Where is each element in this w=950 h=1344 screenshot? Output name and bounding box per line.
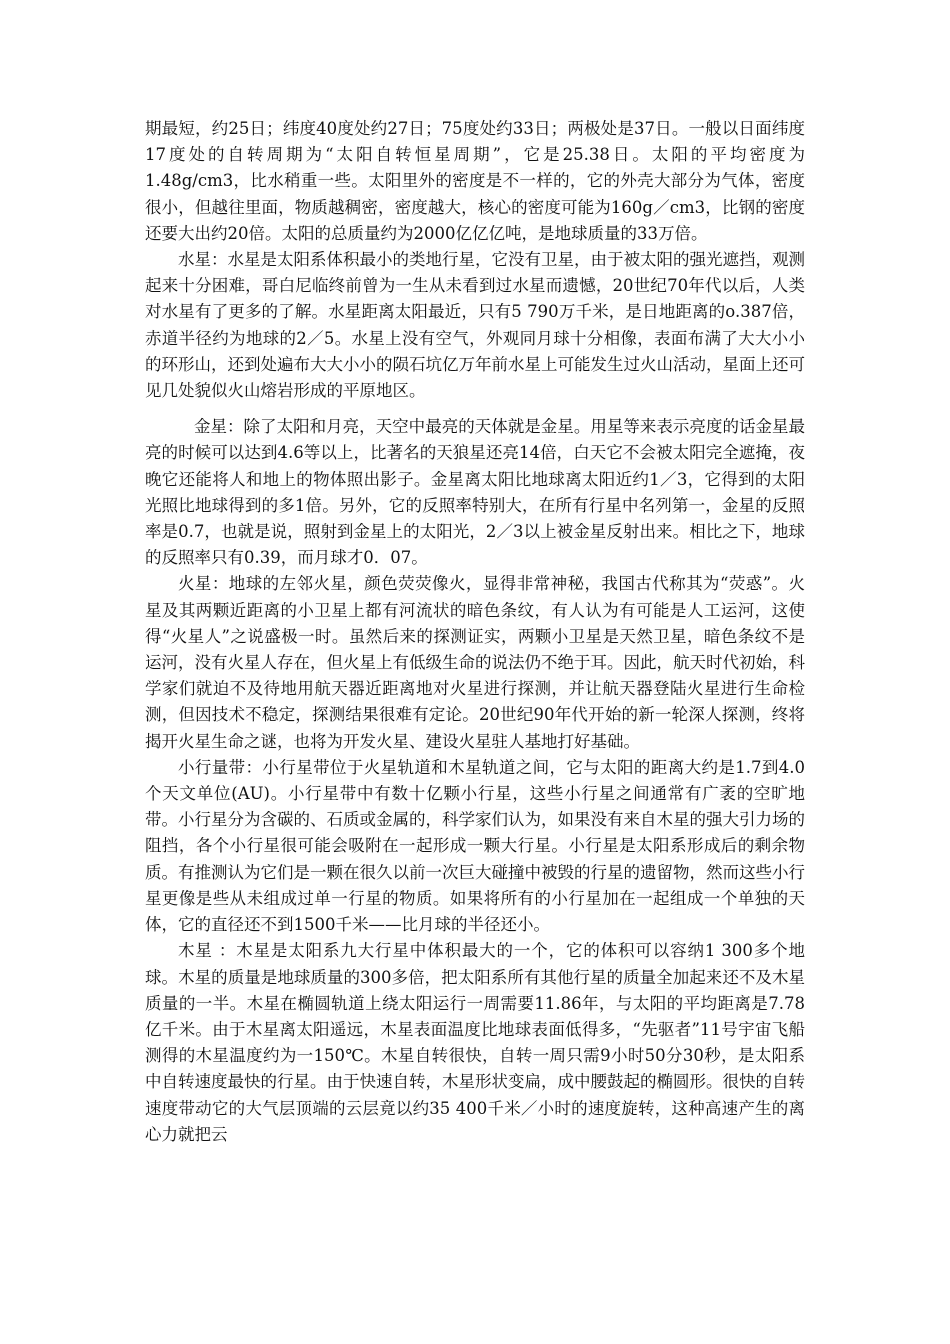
document-body (145, 116, 805, 1148)
paragraph-venus: 金星：除了太阳和月亮，天空中最亮的天体就是金星。用星等来表示亮度的话金星最亮的时候可以达到4.6等以上，比著名的天狼星还亮14倍，白天它不会被太阳完全遮掩，夜晚它还能将人和地上的物体照出影子。金星离太阳比地球离太阳近约1／3，它得到的太阳光照比地球得到的多1倍。另外，它的反照率特别大，在所有行星中名列第一，金星的反照率是0.7，也就是说，照射到金星上的太阳光，2／3以上被金星反射出来。相比之下，地球的反照率只有0.39，而月球才0．07。 (145, 417, 805, 568)
paragraph-jupiter: 木星 ：木星是太阳系九大行星中体积最大的一个，它的体积可以容纳1 300多个地球。木星的质量是地球质量的300多倍，把太阳系所有其他行星的质量全加起来还不及木星质量的一半。木星在椭圆轨道上绕太阳运行一周需要11.86年，与太阳的平均距离是7.78亿千米。由于木星离太阳遥远，木星表面温度比地球表面低得多，“先驱者”11号宇宙飞船测得的木星温度约为一150℃。木星自转很快，自转一周只需9小时50分30秒，是太阳系中自转速度最快的行星。由于快速自转，木星形状变扁，成中腰鼓起的椭圆形。很快的自转速度带动它的大气层顶端的云层竟以约35 400千米／小时的速度旋转，这种高速产生的离心力就把云 (145, 941, 805, 1144)
paragraph-asteroid-belt: 小行量带：小行星带位于火星轨道和木星轨道之间，它与太阳的距离大约是1.7到4.0个天文单位(AU)。小行星带中有数十亿颗小行星，这些小行星之间通常有广袤的空旷地带。小行星分为含碳的、石质或金属的，科学家们认为，如果没有来自木星的强大引力场的阻挡，各个小行星很可能会吸附在一起形成一颗大行星。小行星是太阳系形成后的剩余物质。有推测认为它们是一颗在很久以前一次巨大碰撞中被毁的行星的遗留物，然而这些小行星更像是些从未组成过单一行星的物质。如果将所有的小行星加在一起组成一个单独的天体，它的直径还不到1500千米——比月球的半径还小。 (145, 757, 805, 935)
paragraph-mercury: 水星：水星是太阳系体积最小的类地行星，它没有卫星，由于被太阳的强光遮挡，观测起来十分困难，哥白尼临终前曾为一生从未看到过水星而遗憾，20世纪70年代以后，人类对水星有了更多的了解。水星距离太阳最近，只有5 790万千米，是日地距离的o.387倍，赤道半径约为地球的2／5。水星上没有空气，外观同月球十分相像，表面布满了大大小小的环形山，还到处遍布大大小小的陨石坑亿万年前水星上可能发生过火山活动，星面上还可见几处貌似火山熔岩形成的平原地区。 (145, 250, 805, 401)
paragraph-sun: 期最短，约25日；纬度40度处约27日；75度处约33日；两极处是37日。一般以日面纬度17度处的自转周期为“太阳自转恒星周期”，它是25.38日。太阳的平均密度为1.48g/cm3，比水稍重一些。太阳里外的密度是不一样的，它的外壳大部分为气体，密度很小，但越往里面，物质越稠密，密度越大，核心的密度可能为160g／cm3，比钢的密度还要大出约20倍。太阳的总质量约为2000亿亿亿吨，是地球质量的33万倍。 (145, 119, 805, 243)
paragraph-mars: 火星：地球的左邻火星，颜色荧荧像火，显得非常神秘，我国古代称其为“荧惑”。火星及其两颗近距离的小卫星上都有河流状的暗色条纹，有人认为有可能是人工运河，这使得“火星人”之说盛极一时。虽然后来的探测证实，两颗小卫星是天然卫星，暗色条纹不是运河，没有火星人存在，但火星上有低级生命的说法仍不绝于耳。因此，航天时代初始，科学家们就迫不及待地用航天器近距离地对火星进行探测，并让航天器登陆火星进行生命检测，但因技术不稳定，探测结果很难有定论。20世纪90年代开始的新一轮深人探测，终将揭开火星生命之谜，也将为开发火星、建设火星驻人基地打好基础。 (145, 574, 805, 751)
